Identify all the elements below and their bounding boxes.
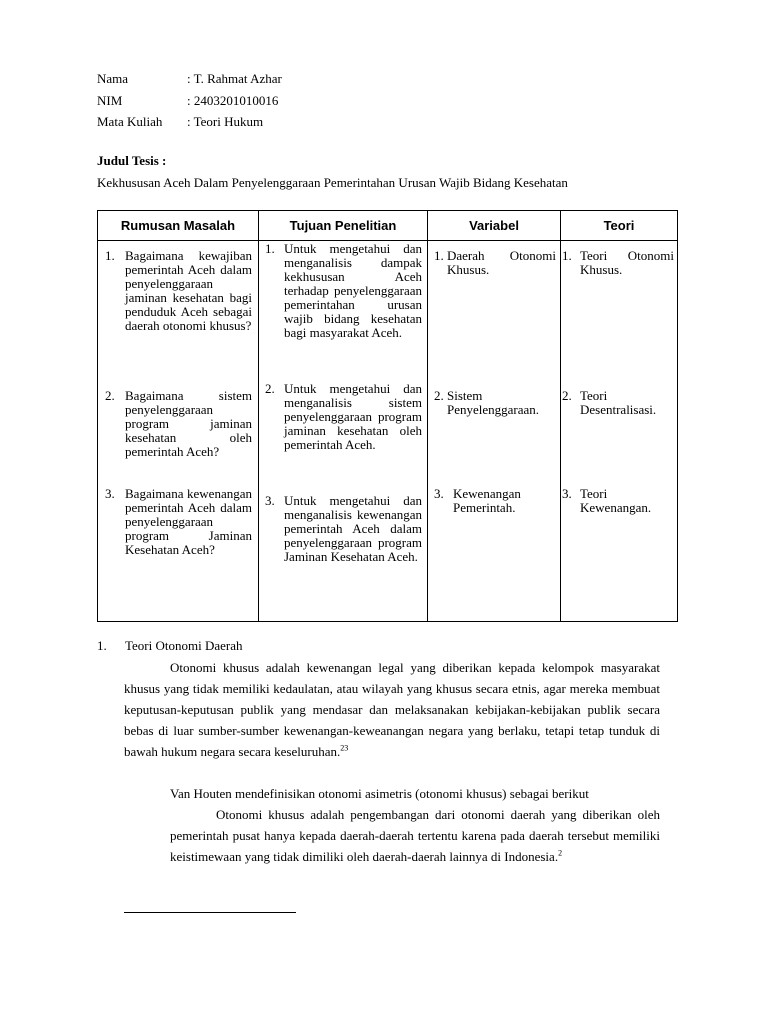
header-tujuan: Tujuan Penelitian (259, 211, 428, 241)
list-item (265, 382, 422, 452)
list-item (434, 389, 556, 417)
item-number: 3. (105, 486, 115, 501)
list-item (434, 249, 556, 277)
identity-value: : Teori Hukum (187, 114, 264, 129)
item-number: 1. (105, 248, 115, 263)
header-teori: Teori (561, 211, 678, 241)
list-item (105, 389, 252, 459)
research-table (97, 210, 678, 622)
footnote-ref: 23 (340, 743, 349, 753)
list-item (562, 487, 674, 515)
quote-text: Otonomi khusus adalah pengembangan dari otonomi daerah yang diberikan oleh pemerintah pusat hanya kepada daerah-daerah tertentu karena pada daerah tersebut memiliki keistimewaan yang tidak dimiliki oleh daerah-daerah lainnya di Indonesia. (170, 807, 660, 864)
header-variabel: Variabel (428, 211, 561, 241)
list-item (562, 249, 674, 277)
item-number: 2. (265, 381, 275, 396)
item-number: 2. (434, 388, 444, 403)
item-text: Bagaimana sistem penyelenggaraan program jaminan kesehatan oleh pemerintah Aceh? (125, 388, 252, 459)
list-item (105, 487, 252, 557)
list-item (265, 242, 422, 340)
thesis-heading: Judul Tesis : (97, 153, 167, 168)
item-number: 3. (562, 486, 572, 501)
item-text: Sistem Penyelenggaraan. (447, 388, 540, 417)
item-number: 2. (105, 388, 115, 403)
list-item (434, 487, 556, 515)
section-number: 1. (97, 638, 107, 653)
thesis-title: Kekhususan Aceh Dalam Penyelenggaraan Pemerintahan Urusan Wajib Bidang Kesehatan (97, 175, 568, 190)
item-number: 2. (562, 388, 572, 403)
identity-label: NIM (97, 92, 123, 108)
item-text: Kewenangan Pemerintah. (453, 486, 521, 515)
item-text: Untuk mengetahui dan menganalisis kewenangan pemerintah Aceh dalam penyelenggaraan program Jaminan Kesehatan Aceh. (284, 493, 422, 564)
footnote-ref: 2 (558, 848, 563, 858)
identity-label: Mata Kuliah (97, 114, 163, 129)
table-header-row (98, 211, 678, 241)
table-row (98, 241, 678, 622)
section-heading (97, 638, 243, 654)
identity-row-nim (97, 90, 282, 112)
item-number: 3. (434, 486, 444, 501)
header-rumusan: Rumusan Masalah (98, 211, 259, 241)
teori-cell (561, 241, 678, 622)
item-text: Teori Otonomi Khusus. (580, 248, 674, 277)
item-number: 1. (434, 248, 444, 263)
item-text: Untuk mengetahui dan menganalisis dampak kekhususan Aceh terhadap penyelenggaraan pemerintahan urusan wajib bidang kesehatan bagi masyarakat Aceh. (284, 241, 422, 340)
variabel-cell (428, 241, 561, 622)
identity-value: : T. Rahmat Azhar (187, 71, 282, 86)
item-number: 1. (562, 248, 572, 263)
section-title: Teori Otonomi Daerah (125, 638, 243, 653)
item-text: Bagaimana kewenangan pemerintah Aceh dalam penyelenggaraan program Jaminan Kesehatan Aceh? (125, 486, 252, 557)
paragraph-text: Otonomi khusus adalah kewenangan legal yang diberikan kepada kelompok masyarakat khusus yang tidak memiliki kedaulatan, atau wilayah yang khusus secara etnis, agar mereka membuat keputusan-keputusan publik yang mendasar dan melaksanakan kebijakan-kebijakan publik secara bebas di luar sumber-sumber kewenangan-keweanangan negara yang berlaku, tetapi tetap tunduk di bawah hukum negara secara keseluruhan. (124, 660, 660, 759)
identity-row-name (97, 68, 282, 90)
quote-intro: Van Houten mendefinisikan otonomi asimetris (otonomi khusus) sebagai berikut (170, 786, 589, 801)
item-text: Teori Desentralisasi. (580, 388, 657, 417)
list-item (105, 249, 252, 333)
list-item (265, 494, 422, 564)
item-text: Untuk mengetahui dan menganalisis sistem penyelenggaraan program jaminan kesehatan oleh pemerintah Aceh. (284, 381, 422, 452)
item-number: 1. (265, 241, 275, 256)
footnote-separator (124, 912, 296, 913)
identity-block (97, 68, 282, 133)
body-paragraph (124, 657, 660, 762)
block-quote (170, 804, 660, 867)
identity-label: Nama (97, 71, 129, 86)
rumusan-cell (98, 241, 259, 622)
item-text: Teori Kewenangan. (580, 486, 652, 515)
item-text: Daerah Otonomi Khusus. (447, 248, 556, 277)
item-text: Bagaimana kewajiban pemerintah Aceh dalam penyelenggaraan jaminan kesehatan bagi penduduk Aceh sebagai daerah otonomi khusus? (125, 248, 252, 333)
identity-value: : 2403201010016 (187, 92, 279, 108)
tujuan-cell (259, 241, 428, 622)
item-number: 3. (265, 493, 275, 508)
list-item (562, 389, 674, 417)
identity-row-course (97, 111, 282, 133)
